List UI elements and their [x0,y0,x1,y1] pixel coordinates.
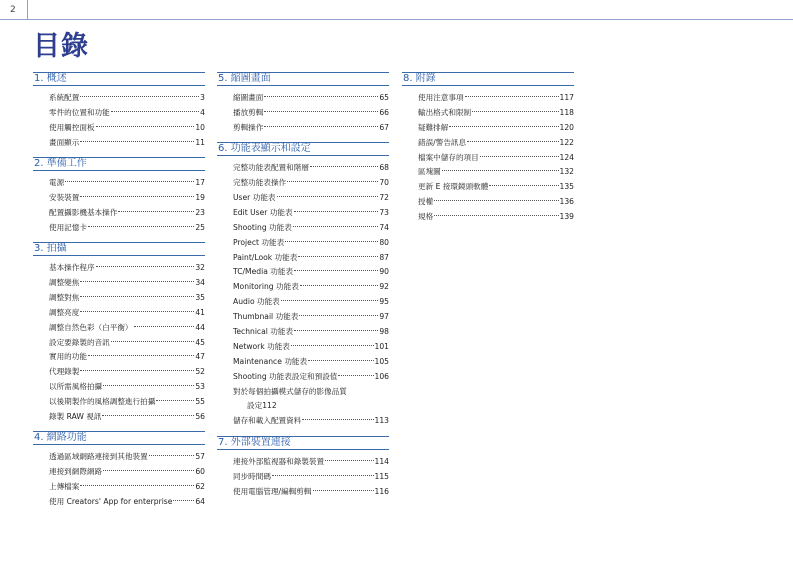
entry-title: 區塊圖 [418,167,441,177]
entry-page: 34 [195,278,205,288]
dot-leader [80,96,199,97]
entry-title: 剪輯操作 [233,122,264,132]
entry-title: 使用觸控面板 [49,122,95,132]
entry-page: 97 [379,312,389,322]
dot-leader [80,296,194,297]
toc-entry[interactable] [33,176,205,191]
entry-page: 115 [374,471,389,481]
dot-leader [102,415,194,416]
toc-entry[interactable] [217,485,389,500]
dot-leader [294,270,378,271]
dot-leader [111,111,199,112]
entry-title: Shooting 功能表設定和預設值 [233,371,338,381]
toc-entry[interactable] [217,370,389,385]
toc-column-2 [217,72,389,506]
toc-entry[interactable] [217,470,389,485]
section-heading[interactable]: 2. 準備工作 [33,157,205,171]
dot-leader [465,96,559,97]
dot-leader [80,196,194,197]
dot-leader [294,211,379,212]
toc-entry[interactable] [217,206,389,221]
entry-title: 連接外部監視器和錄製裝置 [233,456,325,466]
entry-page: 10 [195,122,205,132]
entry-title-line1: 對於每個拍攝模式儲存的影像品質 [233,386,347,396]
toc-entry[interactable] [33,465,205,480]
dot-leader [442,170,559,171]
entry-page: 124 [559,152,574,162]
toc-entry[interactable] [402,165,574,180]
entry-page: 25 [195,222,205,232]
toc-entry[interactable] [217,91,389,106]
section-heading[interactable]: 4. 網路功能 [33,431,205,445]
entry-page: 68 [379,163,389,173]
entry-title: 透過區域網路連接到其他裝置 [49,452,148,462]
entry-title: 使用記憶卡 [49,222,87,232]
dot-leader [264,111,378,112]
entry-page: 113 [374,416,389,426]
entry-title: 調整變焦 [49,278,80,288]
dot-leader [103,470,194,471]
toc-entry[interactable] [217,121,389,136]
toc-entry[interactable] [217,265,389,280]
entry-title: 調整自然色彩（白平衡） [49,322,133,332]
dot-leader [489,185,558,186]
entry-page: 132 [559,167,574,177]
entry-title: 上傳檔案 [49,482,80,492]
entry-page: 122 [559,137,574,147]
entry-title-line2: 設定 [247,401,263,411]
entry-page: 116 [374,486,389,496]
entry-title: Monitoring 功能表 [233,282,299,292]
toc-entry[interactable] [33,121,205,136]
entry-page: 106 [374,371,389,381]
toc-section [33,242,205,425]
entry-page: 4 [200,107,205,117]
toc-section [217,72,389,136]
entry-title: 授權 [418,197,434,207]
toc-entry[interactable] [33,136,205,151]
header-divider [27,0,28,19]
entry-page: 70 [379,178,389,188]
entry-page: 90 [379,267,389,277]
entry-page: 72 [379,192,389,202]
entry-title: 完整功能表操作 [233,178,287,188]
entry-page: 17 [195,178,205,188]
entry-title: 系統配置 [49,93,80,102]
header-rule [0,19,793,20]
entry-title: 縮圖畫面 [233,93,264,102]
toc-entry[interactable] [217,455,389,470]
toc-entry[interactable] [402,195,574,210]
dot-leader [88,355,194,356]
toc-entry[interactable] [402,210,574,225]
entry-title: 規格 [418,212,434,222]
entry-page: 105 [374,356,389,366]
entry-title: Maintenance 功能表 [233,356,308,366]
toc-entry[interactable] [217,385,389,415]
entry-page: 55 [195,397,205,407]
dot-leader [302,419,373,420]
entry-page: 52 [195,367,205,377]
entry-title: 實用的功能 [49,352,87,362]
toc-section [33,431,205,510]
entry-page: 120 [559,122,574,132]
entry-page: 118 [559,107,574,117]
toc-entry[interactable] [402,91,574,106]
entry-title: 疑難排解 [418,122,449,132]
toc-entry[interactable] [33,410,205,425]
toc-entry[interactable] [33,206,205,221]
entry-title: 配置攝影機基本操作 [49,207,118,217]
dot-leader [149,455,195,456]
entry-page: 32 [195,263,205,273]
dot-leader [310,166,378,167]
entry-page: 73 [379,207,389,217]
entry-title: Thumbnail 功能表 [233,312,299,322]
entry-title: 零件的位置和功能 [49,107,110,117]
dot-leader [80,141,194,142]
dot-leader [300,285,379,286]
entry-page: 67 [379,122,389,132]
entry-page: 112 [262,401,277,411]
toc-entry[interactable] [33,306,205,321]
entry-page: 135 [559,182,574,192]
entry-title: User 功能表 [233,192,276,202]
toc-column-1 [33,72,205,516]
toc-entry[interactable] [217,340,389,355]
entry-page: 44 [195,322,205,332]
toc-entry[interactable] [217,325,389,340]
entry-title: 輸出格式和限制 [418,107,472,117]
toc-section [33,72,205,151]
toc-entry[interactable] [217,191,389,206]
toc-column-3 [402,72,574,232]
section-heading[interactable]: 8. 附錄 [402,72,574,86]
entry-title: 以後期製作的風格調整進行拍攝 [49,397,156,407]
dot-leader [111,341,195,342]
entry-title: Project 功能表 [233,237,285,247]
entry-page: 23 [195,207,205,217]
toc-entry[interactable] [217,280,389,295]
entry-title: 以所需風格拍攝 [49,382,103,392]
dot-leader [88,226,194,227]
entry-title: 播放剪輯 [233,107,264,117]
toc-entry[interactable] [33,291,205,306]
entry-title: Paint/Look 功能表 [233,252,298,262]
toc-entry[interactable] [33,276,205,291]
toc-entry[interactable] [33,395,205,410]
entry-page: 136 [559,197,574,207]
entry-title: 畫面顯示 [49,137,80,147]
dot-leader [298,256,378,257]
toc-entry[interactable] [402,180,574,195]
entry-page: 41 [195,307,205,317]
entry-page: 66 [379,107,389,117]
dot-leader [449,126,558,127]
page-title: 目錄 [33,31,89,62]
entry-page: 62 [195,482,205,492]
toc-entry[interactable] [217,355,389,370]
entry-title: Audio 功能表 [233,297,280,307]
entry-title: 更新 E 接環鏡頭軟體 [418,182,489,192]
section-heading[interactable]: 6. 功能表顯示和設定 [217,142,389,156]
toc-entry[interactable] [217,221,389,236]
toc-entry[interactable] [402,151,574,166]
dot-leader [277,196,379,197]
toc-entry[interactable] [217,251,389,266]
dot-leader [80,311,194,312]
dot-leader [80,370,194,371]
toc-entry[interactable] [217,295,389,310]
dot-leader [293,226,378,227]
entry-title: 使用 Creators' App for enterprise [49,497,173,507]
entry-title: 設定要錄製的音訊 [49,337,110,347]
entry-page: 114 [374,456,389,466]
toc-entry[interactable] [33,91,205,106]
toc-entry[interactable] [33,191,205,206]
toc-entry[interactable] [217,176,389,191]
toc-entry[interactable] [33,350,205,365]
entry-title: 使用電腦管理/編輯剪輯 [233,486,312,496]
toc-entry[interactable] [402,121,574,136]
dot-leader [96,266,195,267]
entry-page: 35 [195,292,205,302]
toc-entry[interactable] [33,221,205,236]
entry-title: 電源 [49,178,65,188]
entry-title: 錯誤/警告訊息 [418,137,467,147]
entry-title: 使用注意事項 [418,93,464,102]
entry-title: Network 功能表 [233,341,290,351]
entry-title: 錄製 RAW 視訊 [49,412,102,422]
toc-entry[interactable] [33,261,205,276]
section-heading[interactable]: 3. 拍攝 [33,242,205,256]
entry-page: 74 [379,222,389,232]
entry-title: TC/Media 功能表 [233,267,294,277]
toc-entry[interactable] [402,106,574,121]
entry-page: 64 [195,497,205,507]
entry-title: 代理錄製 [49,367,80,377]
entry-page: 117 [559,93,574,102]
section-heading[interactable]: 5. 縮圖畫面 [217,72,389,86]
entry-page: 19 [195,192,205,202]
entry-page: 3 [200,93,205,102]
page-number: 2 [10,5,16,15]
dot-leader [272,475,374,476]
entry-page: 57 [195,452,205,462]
dot-leader [281,300,379,301]
toc-entry[interactable] [217,310,389,325]
toc-section [402,72,574,225]
dot-leader [325,460,373,461]
dot-leader [472,111,558,112]
entry-page: 95 [379,297,389,307]
dot-leader [96,126,195,127]
dot-leader [467,141,558,142]
dot-leader [338,375,373,376]
entry-page: 80 [379,237,389,247]
section-heading[interactable]: 1. 概述 [33,72,205,86]
toc-section [217,142,389,429]
entry-title: 檔案中儲存的項目 [418,152,479,162]
entry-page: 65 [379,93,389,102]
toc-entry[interactable] [402,136,574,151]
dot-leader [65,181,194,182]
entry-page: 60 [195,467,205,477]
entry-title: Technical 功能表 [233,326,294,336]
dot-leader [80,281,194,282]
entry-page: 53 [195,382,205,392]
entry-title: 完整功能表配置和階層 [233,163,309,173]
entry-title: Shooting 功能表 [233,222,292,232]
section-heading[interactable]: 7. 外部裝置連接 [217,436,389,450]
dot-leader [287,181,378,182]
entry-title: 同步時間碼 [233,471,271,481]
entry-title: 儲存和載入配置資料 [233,416,302,426]
dot-leader [434,215,558,216]
toc-entry[interactable] [217,414,389,429]
toc-entry[interactable] [33,321,205,336]
entry-title: 基本操作程序 [49,263,95,273]
entry-page: 87 [379,252,389,262]
dot-leader [434,200,558,201]
entry-page: 98 [379,326,389,336]
toc-entry[interactable] [33,336,205,351]
entry-title: 安裝裝置 [49,192,80,202]
toc-section [217,436,389,500]
toc-section [33,157,205,236]
dot-leader [291,345,374,346]
entry-title: 調整亮度 [49,307,80,317]
entry-page: 47 [195,352,205,362]
dot-leader [156,400,194,401]
entry-title: 調整對焦 [49,292,80,302]
dot-leader [80,485,194,486]
entry-title: Edit User 功能表 [233,207,293,217]
entry-page: 101 [374,341,389,351]
toc-entry[interactable] [33,380,205,395]
dot-leader [294,330,378,331]
dot-leader [103,385,194,386]
dot-leader [299,315,378,316]
dot-leader [264,126,378,127]
toc-entry[interactable] [217,106,389,121]
toc-entry[interactable] [33,106,205,121]
dot-leader [313,490,374,491]
dot-leader [264,96,378,97]
entry-page: 45 [195,337,205,347]
dot-leader [173,500,194,501]
toc-entry[interactable] [33,495,205,510]
entry-page: 56 [195,412,205,422]
entry-page: 11 [195,137,205,147]
toc-entry[interactable] [33,365,205,380]
dot-leader [285,241,378,242]
dot-leader [134,326,195,327]
dot-leader [308,360,373,361]
entry-page: 139 [559,212,574,222]
toc-entry[interactable] [217,236,389,251]
toc-entry[interactable] [217,161,389,176]
toc-entry[interactable] [33,450,205,465]
entry-page: 92 [379,282,389,292]
dot-leader [480,156,559,157]
toc-entry[interactable] [33,480,205,495]
entry-title: 連接到網際網路 [49,467,103,477]
dot-leader [118,211,194,212]
